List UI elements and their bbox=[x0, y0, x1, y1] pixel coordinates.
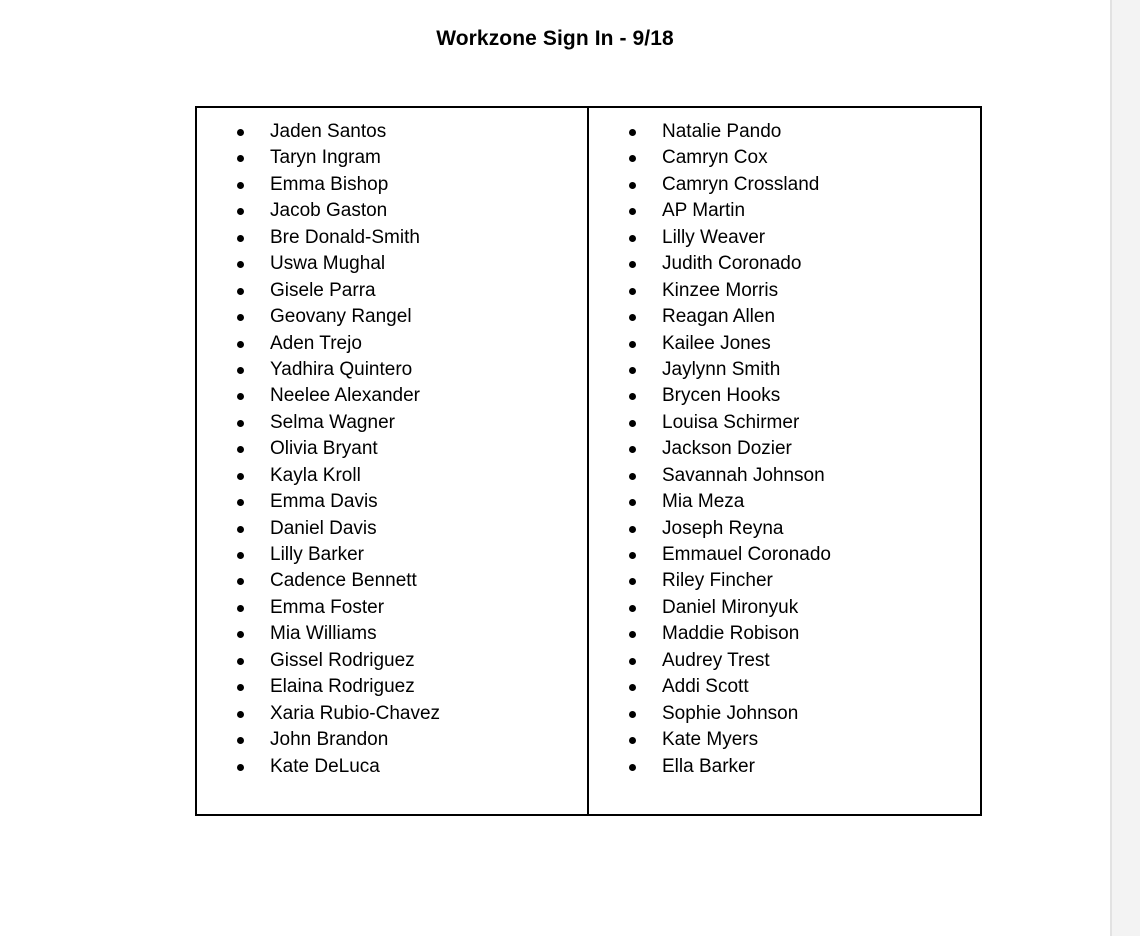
attendee-name: Addi Scott bbox=[662, 676, 749, 698]
list-item bbox=[197, 383, 587, 409]
list-item bbox=[589, 278, 980, 304]
attendee-name: Jacob Gaston bbox=[270, 200, 388, 222]
list-item bbox=[197, 754, 587, 780]
list-item bbox=[197, 727, 587, 753]
list-item bbox=[589, 436, 980, 462]
attendee-name: Jackson Dozier bbox=[662, 438, 792, 460]
list-item bbox=[197, 172, 587, 198]
attendee-name: Audrey Trest bbox=[662, 649, 770, 671]
bullet-icon bbox=[237, 129, 244, 136]
list-item bbox=[197, 674, 587, 700]
list-item bbox=[197, 225, 587, 251]
bullet-icon bbox=[629, 235, 636, 242]
attendee-name: Kate DeLuca bbox=[270, 755, 380, 777]
bullet-icon bbox=[629, 367, 636, 374]
attendee-name: Joseph Reyna bbox=[662, 517, 784, 539]
attendee-name: Camryn Cox bbox=[662, 147, 768, 169]
bullet-icon bbox=[237, 473, 244, 480]
attendee-name: Selma Wagner bbox=[270, 411, 395, 433]
attendee-name: Lilly Weaver bbox=[662, 226, 766, 248]
bullet-icon bbox=[237, 605, 244, 612]
list-item bbox=[589, 331, 980, 357]
attendee-name: Kate Myers bbox=[662, 729, 759, 751]
attendee-name: Cadence Bennett bbox=[270, 570, 417, 592]
list-item bbox=[197, 145, 587, 171]
list-item bbox=[197, 463, 587, 489]
bullet-icon bbox=[629, 526, 636, 533]
list-item bbox=[197, 198, 587, 224]
bullet-icon bbox=[629, 208, 636, 215]
bullet-icon bbox=[237, 235, 244, 242]
bullet-icon bbox=[629, 446, 636, 453]
bullet-icon bbox=[237, 578, 244, 585]
attendee-name: Elaina Rodriguez bbox=[270, 676, 415, 698]
bullet-icon bbox=[237, 288, 244, 295]
list-item bbox=[589, 516, 980, 542]
list-item bbox=[197, 516, 587, 542]
list-item bbox=[589, 701, 980, 727]
name-list-left bbox=[197, 119, 587, 780]
list-item bbox=[589, 621, 980, 647]
bullet-icon bbox=[629, 631, 636, 638]
attendee-name: Uswa Mughal bbox=[270, 253, 386, 275]
attendee-name: Mia Williams bbox=[270, 623, 377, 645]
attendee-name: Bre Donald-Smith bbox=[270, 226, 420, 248]
bullet-icon bbox=[629, 473, 636, 480]
bullet-icon bbox=[629, 393, 636, 400]
bullet-icon bbox=[237, 446, 244, 453]
bullet-icon bbox=[237, 526, 244, 533]
attendee-name: Lilly Barker bbox=[270, 544, 364, 565]
attendee-name: Emma Foster bbox=[270, 596, 385, 618]
list-item bbox=[197, 251, 587, 277]
bullet-icon bbox=[629, 658, 636, 665]
bullet-icon bbox=[237, 499, 244, 506]
list-item bbox=[589, 172, 980, 198]
list-item bbox=[589, 489, 980, 515]
attendee-name: Emmauel Coronado bbox=[662, 544, 831, 565]
list-item bbox=[589, 674, 980, 700]
bullet-icon bbox=[629, 711, 636, 718]
sign-in-table bbox=[195, 106, 982, 816]
list-item bbox=[197, 436, 587, 462]
bullet-icon bbox=[237, 393, 244, 400]
attendee-name: Kailee Jones bbox=[662, 332, 771, 354]
attendee-name: Brycen Hooks bbox=[662, 385, 781, 407]
list-item bbox=[589, 145, 980, 171]
attendee-name: Taryn Ingram bbox=[270, 147, 381, 169]
attendee-name: Camryn Crossland bbox=[662, 173, 820, 195]
attendee-name: Xaria Rubio-Chavez bbox=[270, 702, 441, 724]
list-item bbox=[589, 410, 980, 436]
table-column-right bbox=[589, 108, 980, 814]
attendee-name: Kayla Kroll bbox=[270, 464, 361, 486]
attendee-name: Maddie Robison bbox=[662, 623, 800, 645]
bullet-icon bbox=[237, 764, 244, 771]
list-item bbox=[589, 648, 980, 674]
viewer-gutter bbox=[1112, 0, 1140, 936]
list-item bbox=[589, 225, 980, 251]
list-item bbox=[589, 357, 980, 383]
list-item bbox=[589, 568, 980, 594]
bullet-icon bbox=[237, 684, 244, 691]
attendee-name: Natalie Pando bbox=[662, 121, 782, 142]
bullet-icon bbox=[629, 155, 636, 162]
attendee-name: Daniel Mironyuk bbox=[662, 596, 799, 618]
bullet-icon bbox=[629, 578, 636, 585]
list-item bbox=[589, 727, 980, 753]
attendee-name: Gisele Parra bbox=[270, 279, 376, 301]
bullet-icon bbox=[629, 764, 636, 771]
list-item bbox=[589, 383, 980, 409]
list-item bbox=[197, 542, 587, 568]
attendee-name: AP Martin bbox=[662, 200, 746, 222]
attendee-name: Riley Fincher bbox=[662, 570, 773, 592]
attendee-name: Olivia Bryant bbox=[270, 438, 378, 460]
list-item bbox=[589, 542, 980, 568]
list-item bbox=[197, 701, 587, 727]
attendee-name: Louisa Schirmer bbox=[662, 411, 800, 433]
attendee-name: Aden Trejo bbox=[270, 332, 362, 354]
name-list-right bbox=[589, 119, 980, 780]
bullet-icon bbox=[629, 261, 636, 268]
list-item bbox=[589, 463, 980, 489]
attendee-name: Gissel Rodriguez bbox=[270, 649, 415, 671]
list-item bbox=[197, 331, 587, 357]
bullet-icon bbox=[237, 341, 244, 348]
list-item bbox=[589, 198, 980, 224]
list-item bbox=[197, 489, 587, 515]
list-item bbox=[589, 119, 980, 145]
bullet-icon bbox=[237, 420, 244, 427]
list-item bbox=[589, 754, 980, 780]
list-item bbox=[197, 568, 587, 594]
attendee-name: Emma Davis bbox=[270, 491, 378, 513]
attendee-name: Savannah Johnson bbox=[662, 464, 825, 486]
attendee-name: Ella Barker bbox=[662, 755, 755, 777]
list-item bbox=[197, 357, 587, 383]
list-item bbox=[197, 410, 587, 436]
list-item bbox=[197, 621, 587, 647]
document-title: Workzone Sign In - 9/18 bbox=[436, 27, 674, 50]
bullet-icon bbox=[237, 155, 244, 162]
attendee-name: Yadhira Quintero bbox=[270, 358, 413, 380]
list-item bbox=[197, 119, 587, 145]
list-item bbox=[197, 304, 587, 330]
table-column-left bbox=[197, 108, 589, 814]
bullet-icon bbox=[629, 499, 636, 506]
bullet-icon bbox=[629, 552, 636, 559]
attendee-name: Kinzee Morris bbox=[662, 279, 779, 301]
list-item bbox=[197, 648, 587, 674]
attendee-name: Sophie Johnson bbox=[662, 702, 799, 724]
attendee-name: Jaylynn Smith bbox=[662, 358, 781, 380]
bullet-icon bbox=[237, 711, 244, 718]
attendee-name: Jaden Santos bbox=[270, 121, 387, 142]
attendee-name: John Brandon bbox=[270, 729, 389, 751]
attendee-name: Daniel Davis bbox=[270, 517, 377, 539]
attendee-name: Reagan Allen bbox=[662, 306, 776, 328]
attendee-name: Mia Meza bbox=[662, 491, 745, 513]
bullet-icon bbox=[237, 631, 244, 638]
list-item bbox=[197, 595, 587, 621]
list-item bbox=[589, 595, 980, 621]
attendee-name: Judith Coronado bbox=[662, 253, 802, 275]
attendee-name: Neelee Alexander bbox=[270, 385, 420, 407]
bullet-icon bbox=[237, 261, 244, 268]
bullet-icon bbox=[237, 658, 244, 665]
bullet-icon bbox=[629, 341, 636, 348]
bullet-icon bbox=[237, 314, 244, 321]
bullet-icon bbox=[629, 605, 636, 612]
bullet-icon bbox=[629, 182, 636, 189]
list-item bbox=[197, 278, 587, 304]
bullet-icon bbox=[237, 552, 244, 559]
list-item bbox=[589, 304, 980, 330]
bullet-icon bbox=[629, 684, 636, 691]
bullet-icon bbox=[237, 208, 244, 215]
bullet-icon bbox=[629, 314, 636, 321]
bullet-icon bbox=[629, 288, 636, 295]
attendee-name: Emma Bishop bbox=[270, 173, 389, 195]
bullet-icon bbox=[237, 182, 244, 189]
bullet-icon bbox=[237, 367, 244, 374]
bullet-icon bbox=[629, 737, 636, 744]
bullet-icon bbox=[629, 129, 636, 136]
bullet-icon bbox=[629, 420, 636, 427]
attendee-name: Geovany Rangel bbox=[270, 306, 412, 328]
bullet-icon bbox=[237, 737, 244, 744]
list-item bbox=[589, 251, 980, 277]
